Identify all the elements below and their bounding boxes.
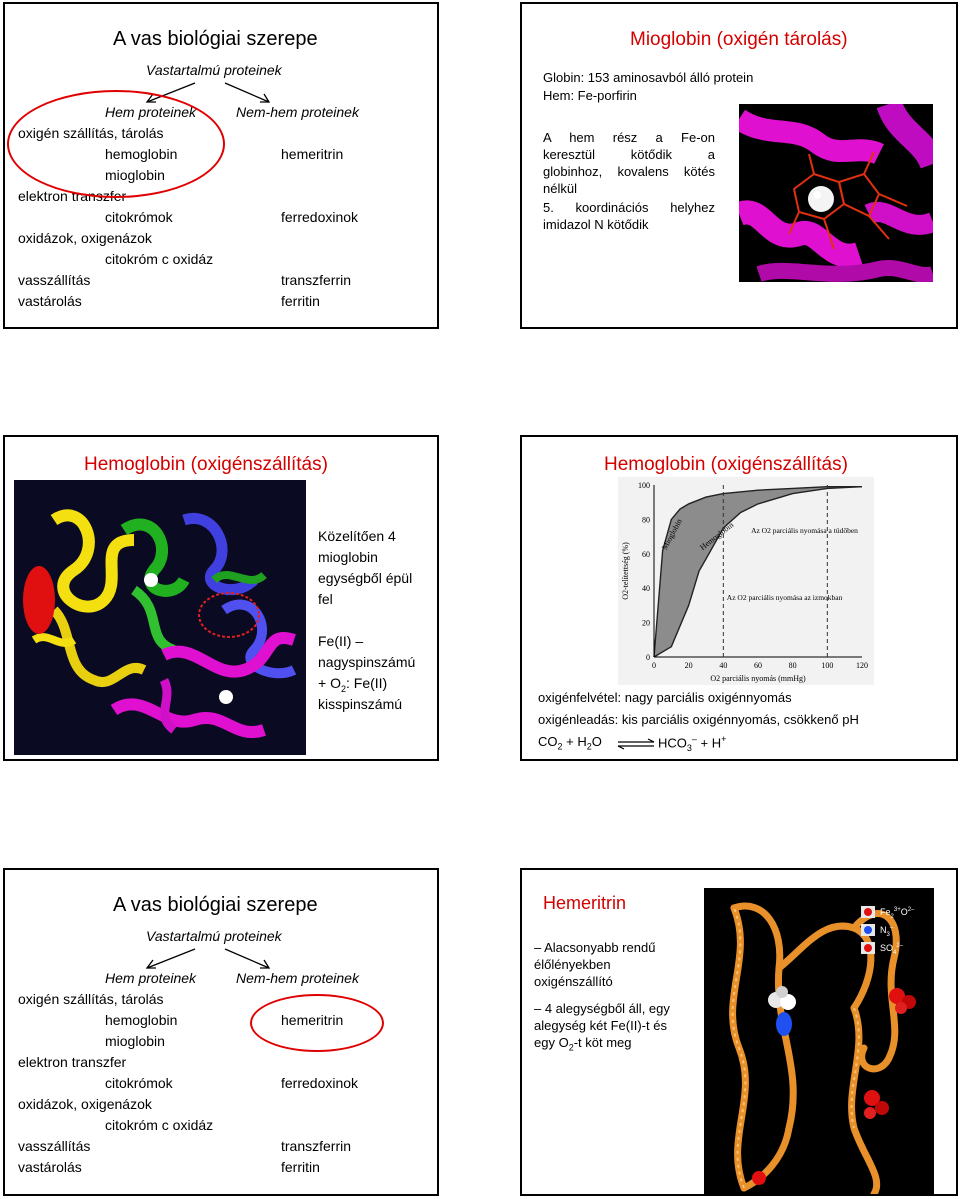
- slide-title: Hemoglobin (oxigénszállítás): [604, 454, 848, 475]
- hemeritrin-structure-image: [704, 888, 934, 1194]
- category-transport: vasszállítás: [18, 272, 91, 288]
- series-label-mioglobin: Mioglobin: [659, 517, 684, 552]
- slide-3: [3, 435, 439, 761]
- item-citokrom-c: citokróm c oxidáz: [105, 251, 214, 267]
- col-nonhem-header: Nem-hem proteinek: [236, 970, 359, 986]
- item-hemoglobin: hemoglobin: [105, 1012, 178, 1028]
- category-storage: vastárolás: [18, 1159, 82, 1175]
- text-uptake: oxigénfelvétel: nagy parciális oxigénnyomás: [538, 690, 792, 705]
- item-ferritin: ferritin: [281, 1159, 320, 1175]
- item-hemeritrin: hemeritrin: [281, 146, 344, 162]
- highlight-ellipse: [7, 90, 225, 198]
- item-hemoglobin: hemoglobin: [105, 146, 178, 162]
- item-ferredoxinok: ferredoxinok: [281, 209, 359, 225]
- text-release: oxigénleadás: kis parciális oxigénnyomás, csökkenő pH: [538, 712, 859, 727]
- category-transport: vasszállítás: [18, 1138, 91, 1154]
- series-label-hemoglobin: Hemoglobin: [698, 520, 736, 552]
- text-composition-4: fel: [318, 591, 333, 607]
- oxygen-saturation-chart: [618, 477, 874, 685]
- category-oxidases: oxidázok, oxigenázok: [18, 1096, 152, 1112]
- slide-1: [3, 2, 439, 329]
- x-axis-label: O2 parciális nyomás (mmHg): [710, 674, 806, 683]
- category-oxygen: oxigén szállítás, tárolás: [18, 991, 164, 1007]
- slide-title: A vas biológiai szerepe: [113, 28, 318, 50]
- bullet-1-line-2: élőlényekben: [534, 957, 611, 972]
- slide-6: [520, 868, 958, 1196]
- legend-fe-o2: $Fe_2^{3+}O^{2-}$: [880, 907, 915, 920]
- item-citokrom-c: citokróm c oxidáz: [105, 1117, 214, 1133]
- text-spin-4: kisspinszámú: [318, 696, 403, 712]
- item-mioglobin: mioglobin: [105, 1033, 165, 1049]
- legend-n3: $N_3^-$: [880, 925, 894, 938]
- slide-subtitle: Vastartalmú proteinek: [146, 928, 282, 944]
- y-tick-label: 80: [642, 515, 650, 525]
- x-tick-label: 40: [719, 661, 728, 670]
- category-electron: elektron transzfer: [18, 1054, 127, 1070]
- myoglobin-heme-image: [739, 104, 933, 282]
- text-bond-2: keresztül kötődik a: [543, 147, 715, 162]
- x-tick-label: 80: [788, 661, 797, 670]
- slide-4: [520, 435, 958, 761]
- y-axis-label: O2-telítettség (%): [621, 542, 630, 600]
- y-tick-label: 60: [642, 549, 650, 559]
- item-transzferrin: transzferrin: [281, 1138, 352, 1154]
- y-tick-label: 40: [642, 584, 650, 594]
- slide-title: Hemeritrin: [543, 893, 627, 913]
- slide-2: [520, 2, 958, 329]
- text-bond-1: A hem rész a Fe-on: [543, 130, 715, 145]
- text-composition-3: egységből épül: [318, 570, 413, 586]
- slide-title: A vas biológiai szerepe: [113, 894, 318, 916]
- text-coord-2: imidazol N kötődik: [543, 217, 649, 232]
- text-bond-3: globinhoz, kovalens kötés: [543, 164, 715, 179]
- legend-so4: $SO_4^{2-}$: [880, 943, 904, 956]
- col-nonhem-header: Nem-hem proteinek: [236, 104, 359, 120]
- col-hem-header: Hem proteinek: [105, 104, 197, 120]
- category-oxidases: oxidázok, oxigenázok: [18, 230, 152, 246]
- annotation-muscle: Az O2 parciális nyomása az izmokban: [726, 593, 843, 603]
- bullet-1-line-3: oxigénszállító: [534, 974, 613, 989]
- x-tick-label: 120: [856, 661, 868, 670]
- annotation-lung: Az O2 parciális nyomása a tüdőben: [751, 526, 858, 536]
- y-tick-label: 100: [638, 481, 650, 490]
- item-transzferrin: transzferrin: [281, 272, 352, 288]
- x-tick-label: 20: [684, 661, 693, 670]
- y-tick-label: 0: [646, 653, 650, 662]
- item-citokromok: citokrómok: [105, 209, 173, 225]
- equation-products: $HCO_3^- + H^+$: [658, 734, 727, 753]
- highlight-ellipse: [250, 994, 384, 1052]
- item-mioglobin: mioglobin: [105, 167, 165, 183]
- slide-subtitle: Vastartalmú proteinek: [146, 62, 282, 78]
- bullet-2-line-1: – 4 alegységből áll, egy: [534, 1001, 670, 1016]
- text-coord-1: 5. koordinációs helyhez: [543, 200, 715, 215]
- col-hem-header: Hem proteinek: [105, 970, 197, 986]
- text-composition-2: mioglobin: [318, 549, 378, 565]
- bullet-1-line-1: – Alacsonyabb rendű: [534, 940, 656, 955]
- equilibrium-arrow: [616, 738, 656, 750]
- bullet-2-line-3: egy $O_2-t$ köt meg: [534, 1035, 632, 1053]
- text-spin-1: Fe(II) –: [318, 633, 364, 649]
- x-tick-label: 60: [754, 661, 762, 670]
- category-storage: vastárolás: [18, 293, 82, 309]
- category-oxygen: oxigén szállítás, tárolás: [18, 125, 164, 141]
- item-hemeritrin: hemeritrin: [281, 1012, 344, 1028]
- equation: $CO_2 + H_2O$: [538, 734, 602, 752]
- category-electron: elektron transzfer: [18, 188, 127, 204]
- slide-title: Hemoglobin (oxigénszállítás): [84, 454, 328, 475]
- text-bond-4: nélkül: [543, 181, 577, 196]
- item-ferritin: ferritin: [281, 293, 320, 309]
- branch-arrows: [135, 946, 285, 972]
- item-ferredoxinok: ferredoxinok: [281, 1075, 359, 1091]
- slide-5: [3, 868, 439, 1196]
- text-globin: Globin: 153 aminosavból álló protein: [543, 70, 754, 85]
- item-citokromok: citokrómok: [105, 1075, 173, 1091]
- text-spin-3: + $O_2$: Fe(II): [318, 675, 388, 694]
- slide-title: Mioglobin (oxigén tárolás): [630, 29, 848, 50]
- x-tick-label: 0: [652, 661, 656, 670]
- text-hem: Hem: Fe-porfirin: [543, 88, 637, 103]
- bullet-2-line-2: alegység két Fe(II)-t és: [534, 1018, 667, 1033]
- text-composition-1: Közelítően 4: [318, 528, 396, 544]
- x-tick-label: 100: [821, 661, 834, 670]
- y-tick-label: 20: [642, 618, 650, 628]
- hemoglobin-structure-image: [14, 480, 306, 755]
- text-spin-2: nagyspinszámú: [318, 654, 416, 670]
